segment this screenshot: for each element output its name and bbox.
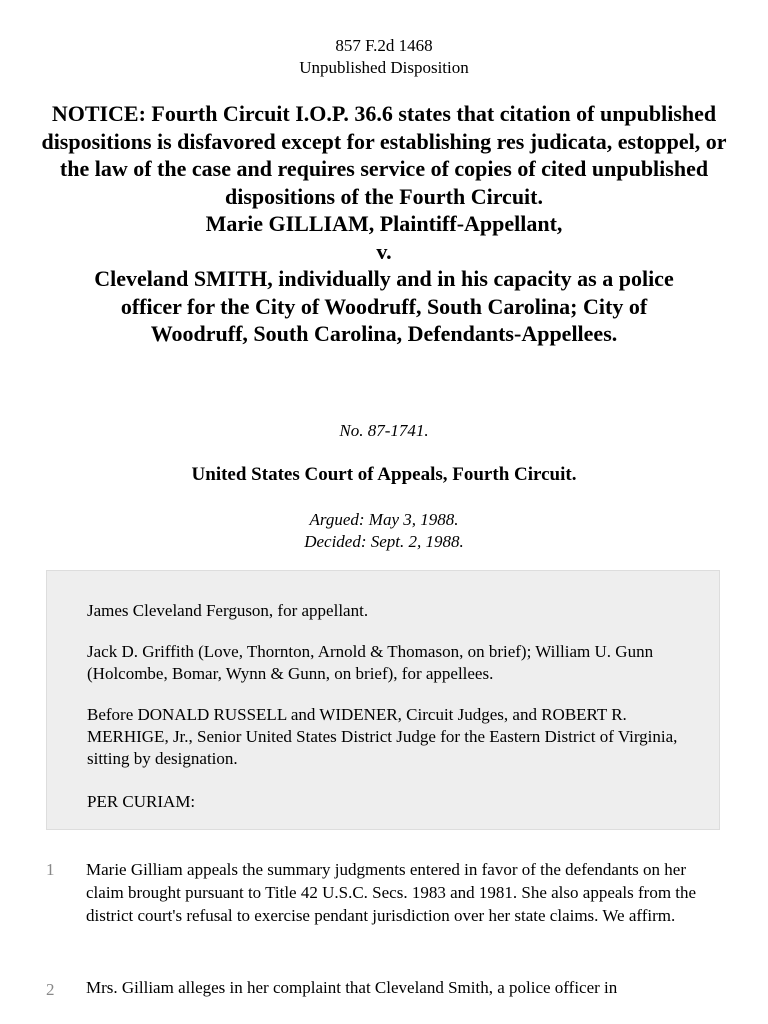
reporter-citation: 857 F.2d 1468 [335, 36, 433, 55]
paragraph-text: Mrs. Gilliam alleges in her complaint that Cleveland Smith, a police officer in [86, 978, 618, 997]
docket-number: No. 87-1741. [339, 421, 429, 440]
decided-date: Decided: Sept. 2, 1988. [304, 532, 464, 551]
citation-header [0, 35, 768, 79]
counsel-box [46, 570, 720, 830]
versus: v. [376, 238, 392, 264]
appellant-counsel: James Cleveland Ferguson, for appellant. [87, 601, 369, 620]
disposition-label: Unpublished Disposition [299, 58, 469, 77]
argued-date: Argued: May 3, 1988. [309, 510, 459, 529]
defendants-name: Cleveland SMITH, individually and in his capacity as a police officer for the City of Woodruff, South Carolina; City of Woodruff, South Carolina, Defendants-Appellees. [94, 266, 674, 346]
notice-text: NOTICE: Fourth Circuit I.O.P. 36.6 states that citation of unpublished dispositions is disfavored except for establishing res judicata, estoppel, or the law of the case and requires service of copies of cited unpublished dispositions of the Fourth Circuit. [41, 101, 727, 209]
paragraph-number: 1 [46, 860, 55, 879]
panel-judges: Before DONALD RUSSELL and WIDENER, Circuit Judges, and ROBERT R. MERHIGE, Jr., Senior United States District Judge for the Eastern District of Virginia, sitting by designation. [87, 705, 678, 768]
case-caption [36, 100, 732, 348]
case-dates [0, 509, 768, 553]
plaintiff-name: Marie GILLIAM, Plaintiff-Appellant, [205, 211, 563, 236]
appellee-counsel: Jack D. Griffith (Love, Thornton, Arnold & Thomason, on brief); William U. Gunn (Holcombe, Bomar, Wynn & Gunn, on brief), for appellees. [87, 642, 654, 683]
paragraph-text: Marie Gilliam appeals the summary judgments entered in favor of the defendants on her claim brought pursuant to Title 42 U.S.C. Secs. 1983 and 1981. She also appeals from the district court's refusal to exercise pendant jurisdiction over her state claims. We affirm. [86, 860, 697, 925]
paragraph-number: 2 [46, 980, 55, 999]
per-curiam: PER CURIAM: [87, 792, 196, 811]
court-name: United States Court of Appeals, Fourth Circuit. [191, 464, 577, 485]
